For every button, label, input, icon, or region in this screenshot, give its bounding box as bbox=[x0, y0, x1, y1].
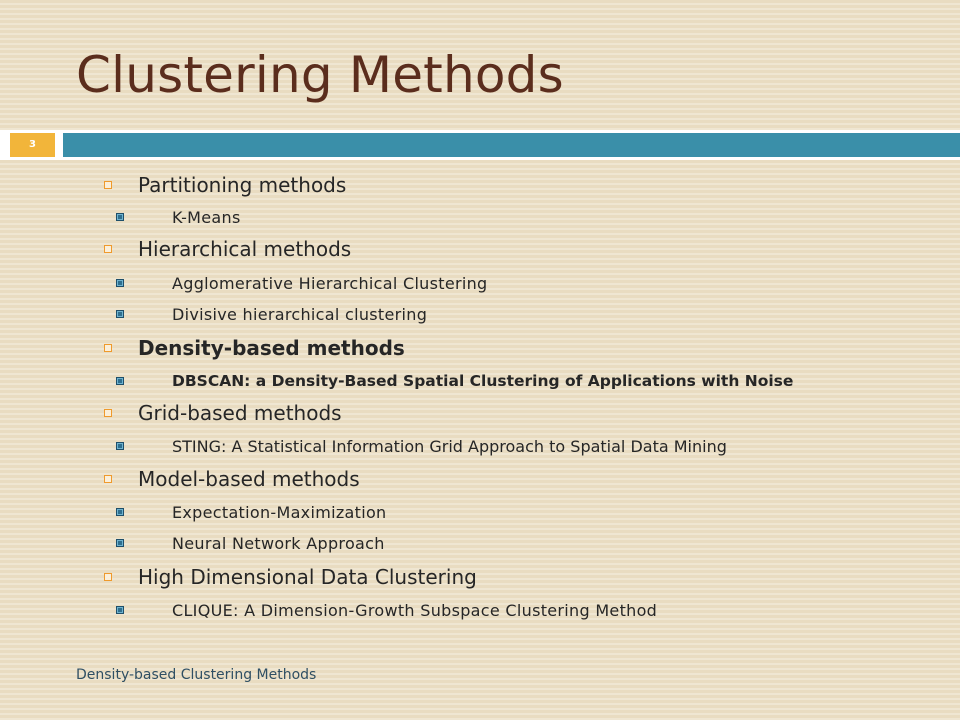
hollow-square-bullet-icon bbox=[104, 409, 112, 417]
list-item-text: CLIQUE: A Dimension-Growth Subspace Clustering Method bbox=[172, 600, 658, 620]
list-item-text: High Dimensional Data Clustering bbox=[138, 565, 477, 589]
list-item bbox=[104, 333, 405, 363]
list-item bbox=[104, 562, 477, 592]
hollow-square-bullet-icon bbox=[104, 181, 112, 189]
hollow-square-bullet-icon bbox=[104, 245, 112, 253]
filled-square-bullet-icon bbox=[116, 508, 124, 516]
list-item-text: Model-based methods bbox=[138, 467, 360, 491]
list-item bbox=[116, 499, 387, 525]
list-item bbox=[104, 464, 360, 494]
list-item-text: STING: A Statistical Information Grid Approach to Spatial Data Mining bbox=[172, 436, 727, 456]
slide-number: 3 bbox=[29, 139, 36, 150]
list-item bbox=[116, 433, 727, 459]
list-item bbox=[116, 530, 385, 556]
list-item-text: Hierarchical methods bbox=[138, 237, 352, 261]
list-item bbox=[116, 301, 428, 327]
list-item bbox=[104, 234, 352, 264]
hollow-square-bullet-icon bbox=[104, 475, 112, 483]
list-item bbox=[104, 170, 347, 200]
filled-square-bullet-icon bbox=[116, 310, 124, 318]
list-item-text: K-Means bbox=[172, 207, 241, 227]
filled-square-bullet-icon bbox=[116, 606, 124, 614]
list-item bbox=[116, 368, 794, 394]
filled-square-bullet-icon bbox=[116, 377, 124, 385]
filled-square-bullet-icon bbox=[116, 279, 124, 287]
list-item-text: Partitioning methods bbox=[138, 173, 347, 197]
list-item bbox=[116, 597, 658, 623]
slide-title: Clustering Methods bbox=[76, 46, 564, 104]
hollow-square-bullet-icon bbox=[104, 344, 112, 352]
list-item-text: Divisive hierarchical clustering bbox=[172, 304, 428, 324]
hollow-square-bullet-icon bbox=[104, 573, 112, 581]
list-item bbox=[116, 204, 241, 230]
list-item-text: Expectation-Maximization bbox=[172, 502, 387, 522]
list-item-text: Grid-based methods bbox=[138, 401, 342, 425]
filled-square-bullet-icon bbox=[116, 539, 124, 547]
filled-square-bullet-icon bbox=[116, 213, 124, 221]
list-item bbox=[104, 398, 342, 428]
list-item-text: Agglomerative Hierarchical Clustering bbox=[172, 273, 488, 293]
list-item bbox=[116, 270, 488, 296]
slide-footer: Density-based Clustering Methods bbox=[76, 667, 317, 683]
list-item-text: Neural Network Approach bbox=[172, 533, 385, 553]
list-item-text: Density-based methods bbox=[138, 336, 405, 360]
list-item-text: DBSCAN: a Density-Based Spatial Clustering of Applications with Noise bbox=[172, 372, 794, 390]
filled-square-bullet-icon bbox=[116, 442, 124, 450]
